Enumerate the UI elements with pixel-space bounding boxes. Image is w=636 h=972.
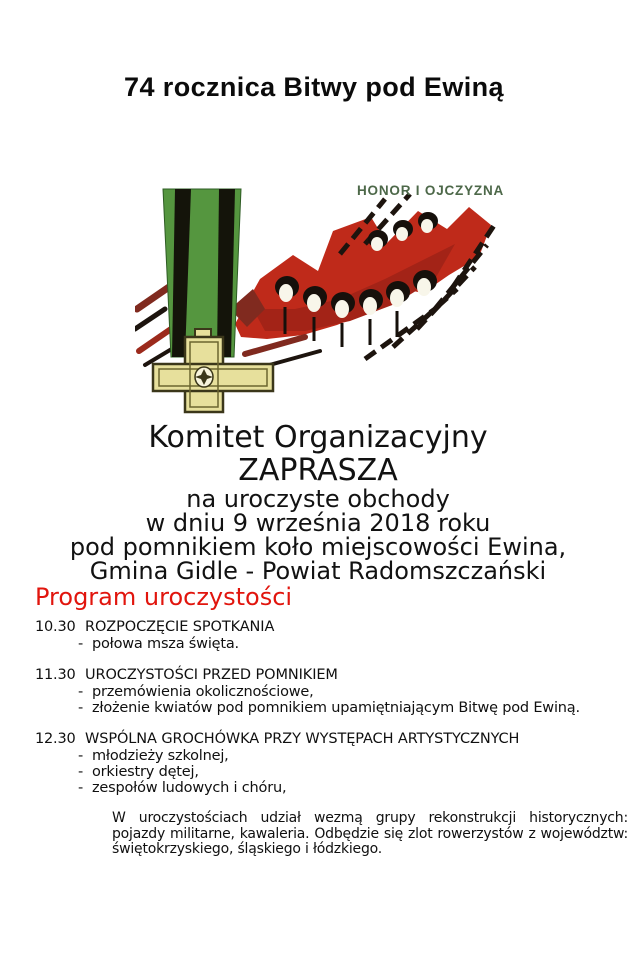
medal-honor-ojczyzna-image (135, 159, 510, 419)
entry-time: 10.30 (35, 619, 76, 635)
bullet-dash: - (78, 764, 84, 780)
entry-item (78, 684, 636, 700)
program-schedule (35, 619, 636, 858)
hero-caption: HONOR I OJCZYZNA (357, 183, 505, 198)
program-entry (35, 667, 636, 716)
entry-item (78, 636, 636, 652)
page-title: 74 rocznica Bitwy pod Ewiną (124, 72, 504, 102)
hero-graphic (135, 159, 510, 419)
bullet-dash: - (78, 636, 84, 652)
invite-line: Gmina Gidle - Powiat Radomszczański (89, 557, 547, 585)
entry-title: ROZPOCZĘCIE SPOTKANIA (85, 619, 275, 635)
bullet-dash: - (78, 684, 84, 700)
historical-groups-note: W uroczystościach udział wezmą grupy rekonstrukcji historycznych: pojazdy militarne, kawaleria. Odbędzie się zlot rowerzystów z województw: świętokrzyskiego, śląskiego i łódzkiego. (112, 810, 628, 857)
poster-page (0, 72, 636, 972)
bullet-dash: - (78, 748, 84, 764)
invite-line: pod pomnikiem koło miejscowości Ewina, (69, 533, 567, 561)
entry-item-text: złożenie kwiatów pod pomnikiem upamiętniającym Bitwę pod Ewiną. (92, 700, 580, 716)
invite-line: na uroczyste obchody (186, 485, 450, 513)
entry-item (78, 700, 636, 716)
entry-time: 11.30 (35, 667, 76, 683)
program-entry (35, 619, 636, 652)
invite-line: ZAPRASZA (238, 453, 398, 488)
invite-line: Komitet Organizacyjny (148, 420, 488, 455)
entry-title: UROCZYSTOŚCI PRZED POMNIKIEM (85, 667, 338, 683)
program-entry (35, 731, 636, 796)
bullet-dash: - (78, 780, 84, 796)
entry-item-text: orkiestry dętej, (92, 764, 199, 780)
entry-item-text: zespołów ludowych i chóru, (92, 780, 287, 796)
entry-item (78, 748, 636, 764)
entry-title: WSPÓLNA GROCHÓWKA PRZY WYSTĘPACH ARTYSTYCZNYCH (85, 731, 520, 747)
entry-item (78, 764, 636, 780)
entry-item (78, 780, 636, 796)
entry-item-text: przemówienia okolicznościowe, (92, 684, 314, 700)
invite-line: w dniu 9 września 2018 roku (145, 509, 491, 537)
entry-item-text: młodzieży szkolnej, (92, 748, 229, 764)
entry-item-text: połowa msza święta. (92, 636, 239, 652)
red-brush-strokes (230, 207, 491, 339)
entry-time: 12.30 (35, 731, 76, 747)
program-heading: Program uroczystości (35, 583, 293, 611)
bullet-dash: - (78, 700, 84, 716)
invitation-block (0, 421, 636, 583)
